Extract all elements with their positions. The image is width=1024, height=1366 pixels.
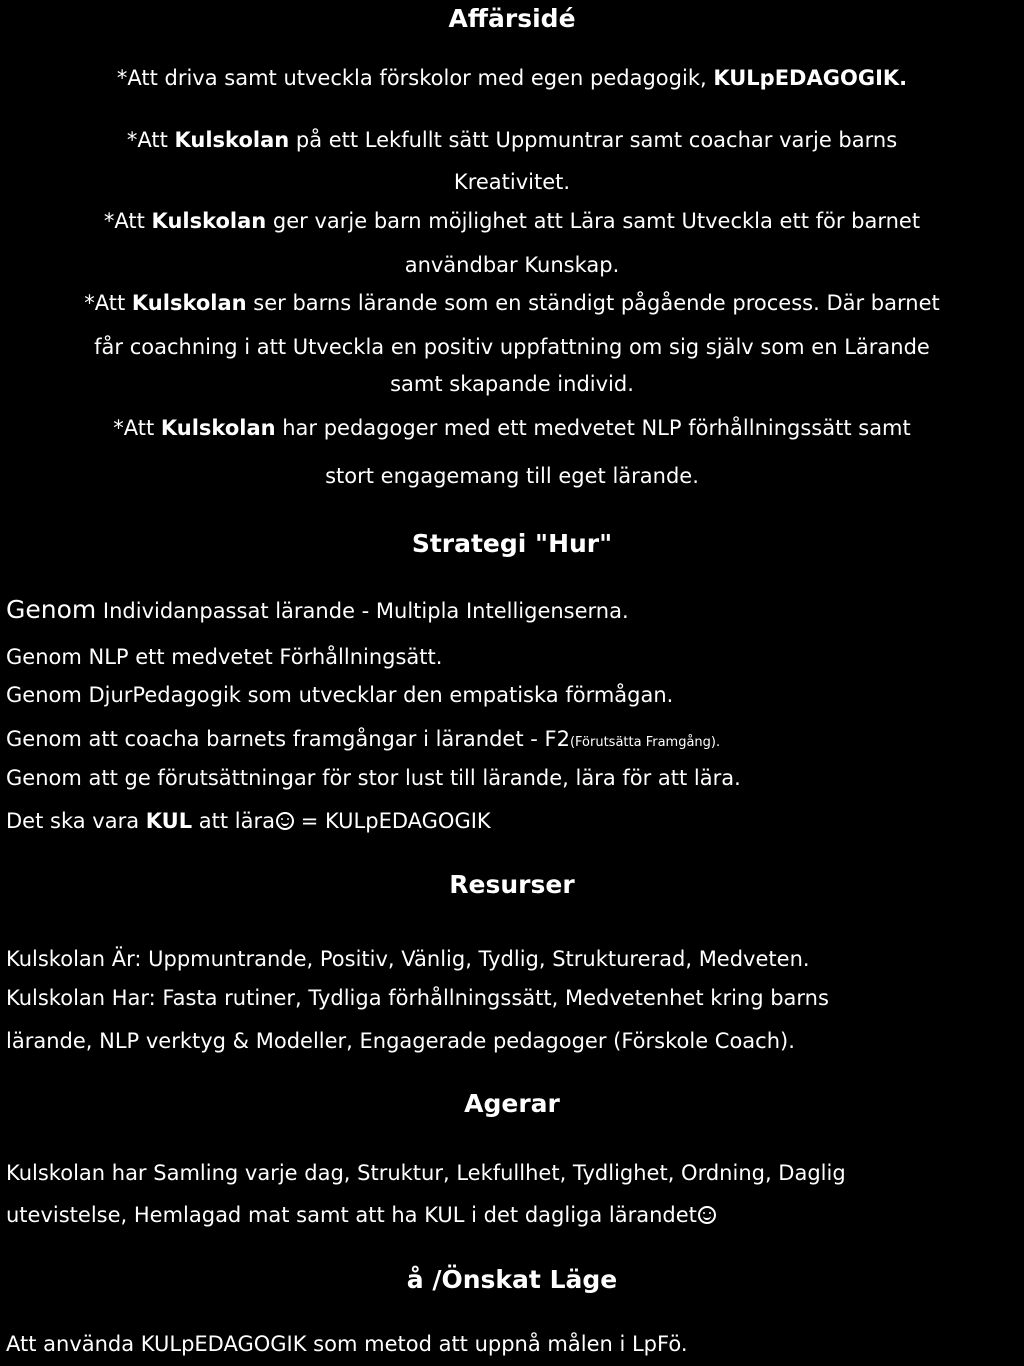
- affarside-line-4: [0, 207, 1024, 235]
- strategi-line-1: [6, 596, 1022, 625]
- text-span: har pedagoger med ett medvetet NLP förhållningssätt samt: [275, 416, 911, 440]
- heading-agerar: Agerar: [464, 1089, 560, 1118]
- resurser-line-2: Kulskolan Har: Fasta rutiner, Tydliga förhållningssätt, Medvetenhet kring barns: [6, 986, 829, 1010]
- resurser-line-3: lärande, NLP verktyg & Modeller, Engagerade pedagoger (Förskole Coach).: [6, 1029, 795, 1053]
- affarside-line-6: [0, 289, 1024, 317]
- text-span: Individanpassat lärande - Multipla Intelligenserna.: [96, 599, 629, 623]
- text-span: Genom: [6, 595, 97, 624]
- agerar-line-1: Kulskolan har Samling varje dag, Struktur, Lekfullhet, Tydlighet, Ordning, Daglig: [6, 1161, 846, 1185]
- heading-strategi: Strategi "Hur": [411, 529, 613, 558]
- text-span: *Att driva samt utveckla förskolor med egen pedagogik,: [116, 66, 714, 90]
- text-span: *Att: [103, 209, 152, 233]
- affarside-line-7: får coachning i att Utveckla en positiv uppfattning om sig själv som en Lärande: [94, 335, 930, 359]
- bold-span: Kulskolan: [151, 209, 267, 233]
- bold-span: KUL: [145, 809, 193, 833]
- text-span: *Att: [84, 291, 132, 315]
- onskat-line-1: Att använda KULpEDAGOGIK som metod att uppnå målen i LpFö.: [6, 1332, 688, 1356]
- affarside-line-2: [0, 126, 1024, 154]
- affarside-line-9: [0, 414, 1024, 442]
- heading-resurser: Resurser: [449, 870, 575, 899]
- heading-onskat-lage: å /Önskat Läge: [406, 1265, 618, 1294]
- strategi-line-3: Genom DjurPedagogik som utvecklar den empatiska förmågan.: [6, 683, 674, 707]
- text-span: *Att: [113, 416, 161, 440]
- text-span: = KULpEDAGOGIK: [294, 809, 491, 833]
- resurser-line-1: Kulskolan Är: Uppmuntrande, Positiv, Vänlig, Tydlig, Strukturerad, Medveten.: [6, 947, 810, 971]
- small-span: (Förutsätta Framgång).: [569, 735, 721, 750]
- strategi-line-4: [6, 725, 1022, 757]
- bold-span: Kulskolan: [131, 291, 247, 315]
- text-span: *Att: [126, 128, 175, 152]
- affarside-line-1: [0, 64, 1024, 92]
- strategi-line-5: Genom att ge förutsättningar för stor lust till lärande, lära för att lära.: [6, 766, 741, 790]
- affarside-line-8: samt skapande individ.: [390, 372, 634, 396]
- affarside-line-5: användbar Kunskap.: [404, 253, 620, 277]
- bold-span: Kulskolan: [160, 416, 276, 440]
- bold-span: KULpEDAGOGIK.: [713, 66, 908, 90]
- smiley-icon: [698, 1206, 716, 1224]
- text-span: Genom att coacha barnets framgångar i lärandet - F2: [6, 727, 570, 751]
- text-span: utevistelse, Hemlagad mat samt att ha KUL i det dagliga lärandet: [6, 1203, 697, 1227]
- text-span: på ett Lekfullt sätt Uppmuntrar samt coachar varje barns: [289, 128, 898, 152]
- text-span: ger varje barn möjlighet att Lära samt Utveckla ett för barnet: [266, 209, 921, 233]
- agerar-line-2: [6, 1201, 1022, 1229]
- heading-affarside: Affärsidé: [448, 4, 576, 33]
- bold-span: Kulskolan: [174, 128, 290, 152]
- strategi-line-6: [6, 807, 1022, 835]
- smiley-icon: [276, 812, 294, 830]
- text-span: Det ska vara: [6, 809, 146, 833]
- affarside-line-3: Kreativitet.: [453, 170, 571, 194]
- strategi-line-2: Genom NLP ett medvetet Förhållningsätt.: [6, 645, 443, 669]
- text-span: att lära: [192, 809, 276, 833]
- text-span: ser barns lärande som en ständigt pågående process. Där barnet: [246, 291, 940, 315]
- affarside-line-10: stort engagemang till eget lärande.: [325, 464, 699, 488]
